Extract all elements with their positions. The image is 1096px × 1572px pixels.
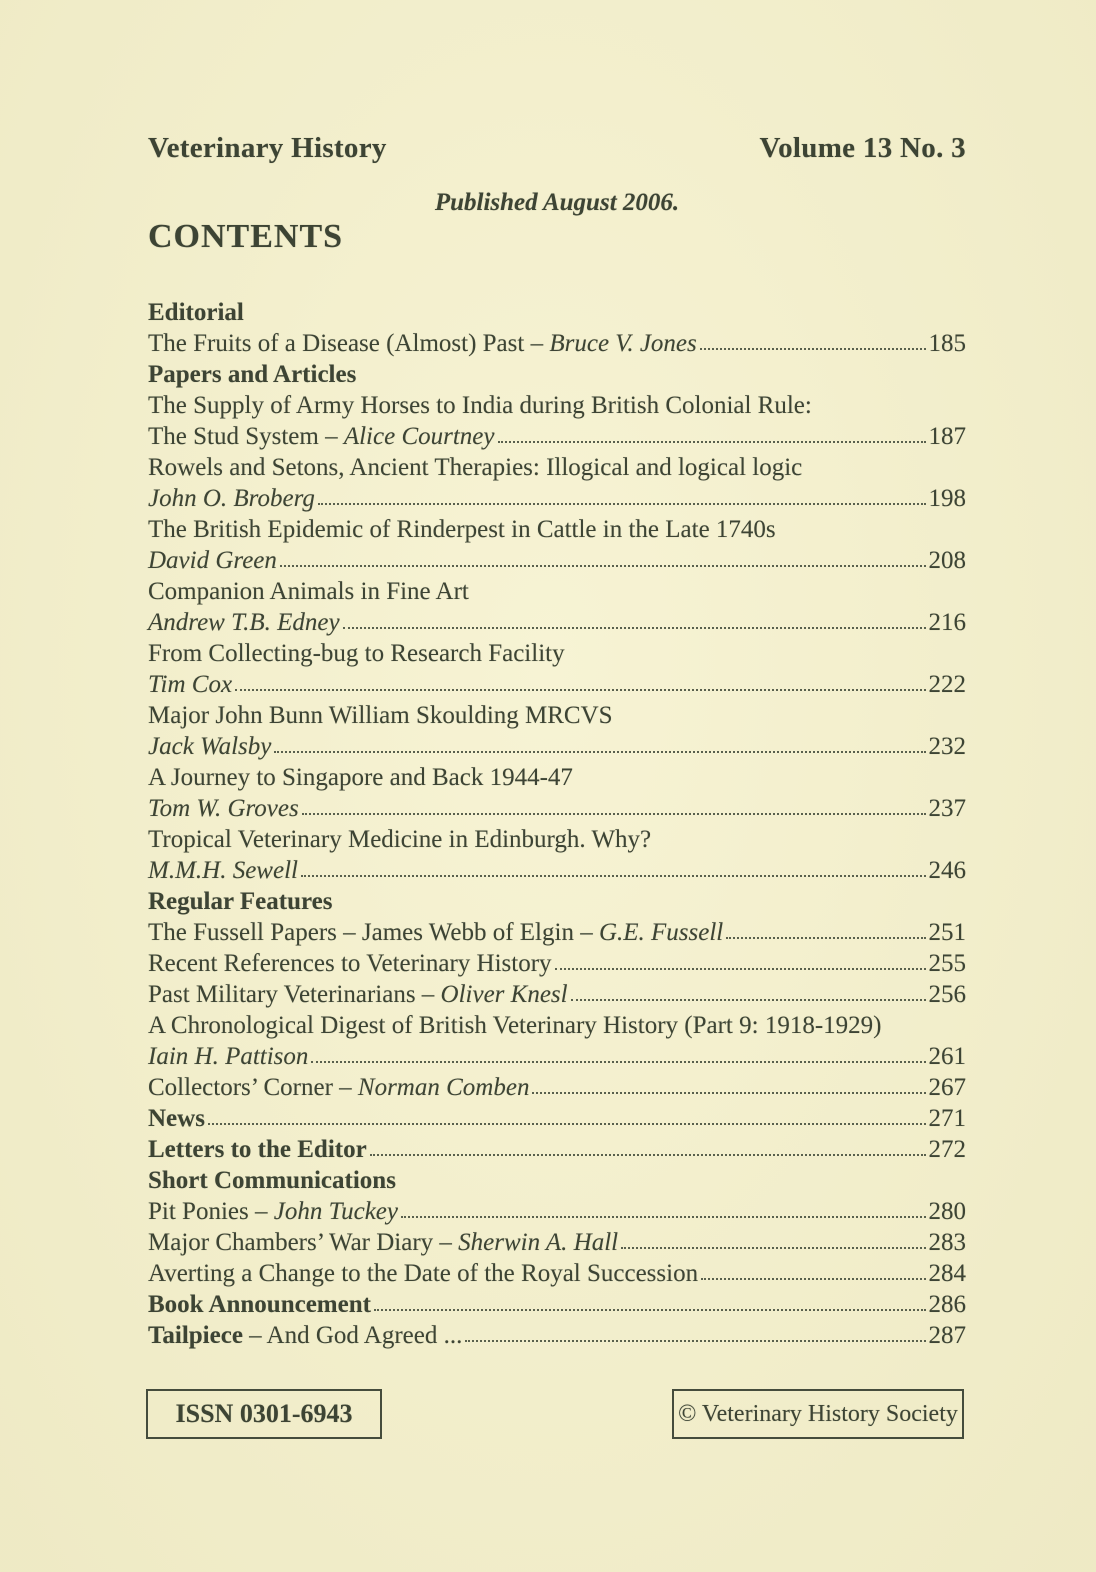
toc-entry	[148, 700, 966, 731]
page-number: 208	[928, 547, 966, 574]
page-number: 246	[928, 857, 966, 884]
dotted-leader	[343, 627, 926, 629]
entry-text: M.M.H. Sewell	[148, 857, 298, 884]
dotted-leader	[370, 1154, 926, 1156]
toc-entry	[148, 1134, 966, 1165]
copyright-box	[672, 1389, 964, 1439]
page-number: 280	[928, 1198, 966, 1225]
toc-entry	[148, 1320, 966, 1351]
copyright-label: © Veterinary History Society	[678, 1400, 958, 1427]
toc-entry	[148, 855, 966, 886]
dotted-leader	[235, 689, 925, 691]
dotted-leader	[726, 937, 925, 939]
entry-text: The Fruits of a Disease (Almost) Past – Bruce V. Jones	[148, 330, 697, 357]
toc-entry	[148, 390, 966, 421]
entry-text: Tropical Veterinary Medicine in Edinburgh. Why?	[148, 826, 652, 853]
page-number: 287	[928, 1322, 966, 1349]
entry-text: Tailpiece – And God Agreed ...	[148, 1322, 463, 1349]
page-number: 237	[928, 795, 966, 822]
issn-box	[146, 1389, 382, 1439]
masthead	[148, 132, 966, 165]
page-number: 187	[928, 423, 966, 450]
toc-section-heading	[148, 359, 966, 390]
toc-entry	[148, 1072, 966, 1103]
entry-text: Past Military Veterinarians – Oliver Knesl	[148, 981, 568, 1008]
toc-entry	[148, 545, 966, 576]
entry-text: Averting a Change to the Date of the Royal Succession	[148, 1260, 699, 1287]
page-number: 198	[928, 485, 966, 512]
entry-text: The British Epidemic of Rinderpest in Cattle in the Late 1740s	[148, 516, 776, 543]
page-number: 216	[928, 609, 966, 636]
entry-text: Tim Cox	[148, 671, 233, 698]
entry-text: Major John Bunn William Skoulding MRCVS	[148, 702, 613, 729]
entry-text: Papers and Articles	[148, 361, 357, 388]
entry-text: Companion Animals in Fine Art	[148, 578, 469, 605]
dotted-leader	[465, 1340, 925, 1342]
toc-entry	[148, 607, 966, 638]
entry-text: David Green	[148, 547, 277, 574]
published-date: Published August 2006.	[434, 189, 680, 216]
dotted-leader	[301, 875, 926, 877]
toc-entry	[148, 514, 966, 545]
entry-text: The Stud System – Alice Courtney	[148, 423, 495, 450]
entry-text: Andrew T.B. Edney	[148, 609, 340, 636]
page-number: 284	[928, 1260, 966, 1287]
page-content	[148, 132, 966, 1351]
entry-text: The Supply of Army Horses to India during British Colonial Rule:	[148, 392, 812, 419]
entry-text: Major Chambers’ War Diary – Sherwin A. Hall	[148, 1229, 619, 1256]
dotted-leader	[280, 565, 926, 567]
entry-text: John O. Broberg	[148, 485, 315, 512]
entry-text: Recent References to Veterinary History	[148, 950, 552, 977]
toc-entry	[148, 917, 966, 948]
dotted-leader	[571, 999, 926, 1001]
page-number: 232	[928, 733, 966, 760]
dotted-leader	[401, 1216, 926, 1218]
toc-entry	[148, 1258, 966, 1289]
entry-text: Jack Walsby	[148, 733, 272, 760]
entry-text: Iain H. Pattison	[148, 1043, 309, 1070]
toc-entry	[148, 1041, 966, 1072]
toc-entry	[148, 452, 966, 483]
toc-list	[148, 297, 966, 1351]
issn-label: ISSN 0301-6943	[175, 1399, 353, 1428]
toc-section-heading	[148, 886, 966, 917]
page-number: 251	[928, 919, 966, 946]
page-number: 272	[928, 1136, 966, 1163]
entry-text: The Fussell Papers – James Webb of Elgin – G.E. Fussell	[148, 919, 724, 946]
toc-section-heading	[148, 297, 966, 328]
toc-entry	[148, 638, 966, 669]
toc-entry	[148, 421, 966, 452]
journal-title: Veterinary History	[148, 132, 387, 164]
toc-entry	[148, 1010, 966, 1041]
page-number: 286	[928, 1291, 966, 1318]
contents-heading: CONTENTS	[148, 218, 344, 255]
page-number: 261	[928, 1043, 966, 1070]
entry-text: News	[148, 1105, 205, 1132]
toc-section-heading	[148, 1165, 966, 1196]
toc-entry	[148, 1227, 966, 1258]
dotted-leader	[498, 441, 926, 443]
toc-entry	[148, 824, 966, 855]
entry-text: Book Announcement	[148, 1291, 371, 1318]
entry-text: A Journey to Singapore and Back 1944-47	[148, 764, 573, 791]
dotted-leader	[700, 348, 926, 350]
page-number: 222	[928, 671, 966, 698]
entry-text: Letters to the Editor	[148, 1136, 367, 1163]
page-number: 185	[928, 330, 966, 357]
entry-text: Tom W. Groves	[148, 795, 299, 822]
toc-entry	[148, 328, 966, 359]
dotted-leader	[318, 503, 926, 505]
dotted-leader	[701, 1278, 925, 1280]
toc-entry	[148, 793, 966, 824]
dotted-leader	[621, 1247, 925, 1249]
toc-entry	[148, 669, 966, 700]
entry-text: Short Communications	[148, 1167, 396, 1194]
volume-number: Volume 13 No. 3	[759, 132, 966, 164]
toc-entry	[148, 1196, 966, 1227]
page-number: 271	[928, 1105, 966, 1132]
toc-entry	[148, 576, 966, 607]
entry-text: Editorial	[148, 299, 244, 326]
toc-entry	[148, 483, 966, 514]
dotted-leader	[555, 968, 926, 970]
page-number: 256	[928, 981, 966, 1008]
entry-text: Collectors’ Corner – Norman Comben	[148, 1074, 530, 1101]
entry-text: Rowels and Setons, Ancient Therapies: Illogical and logical logic	[148, 454, 803, 481]
entry-text: From Collecting-bug to Research Facility	[148, 640, 565, 667]
toc-entry	[148, 1289, 966, 1320]
dotted-leader	[274, 751, 925, 753]
dotted-leader	[311, 1061, 925, 1063]
dotted-leader	[532, 1092, 925, 1094]
toc-entry	[148, 1103, 966, 1134]
page-number: 255	[928, 950, 966, 977]
dotted-leader	[302, 813, 926, 815]
dotted-leader	[374, 1309, 926, 1311]
page-number: 267	[928, 1074, 966, 1101]
entry-text: A Chronological Digest of British Veterinary History (Part 9: 1918-1929)	[148, 1012, 882, 1039]
toc-entry	[148, 762, 966, 793]
dotted-leader	[208, 1123, 926, 1125]
toc-entry	[148, 979, 966, 1010]
toc-entry	[148, 948, 966, 979]
page-number: 283	[928, 1229, 966, 1256]
entry-text: Pit Ponies – John Tuckey	[148, 1198, 398, 1225]
entry-text: Regular Features	[148, 888, 333, 915]
toc-entry	[148, 731, 966, 762]
